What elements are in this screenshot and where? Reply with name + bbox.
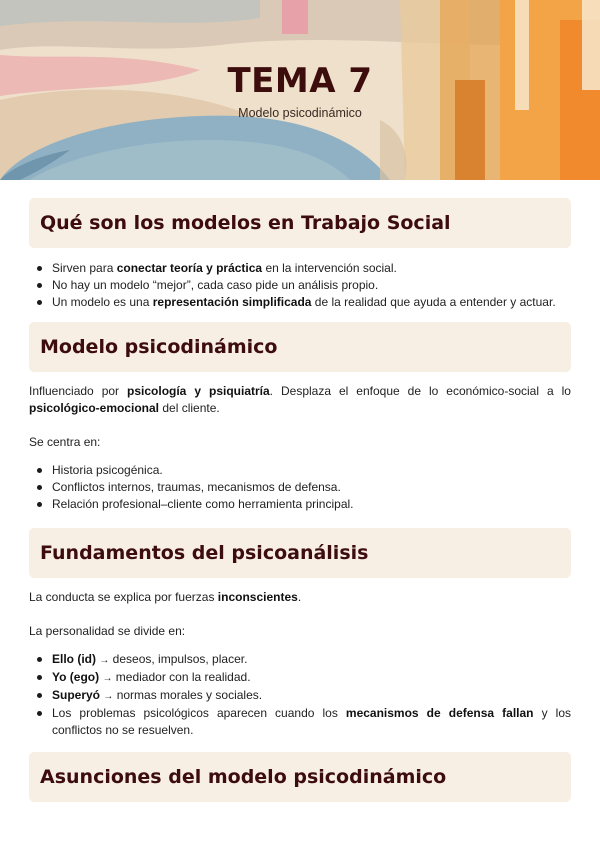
section-title: Modelo psicodinámico bbox=[40, 336, 278, 358]
paragraph-conduct: La conducta se explica por fuerzas inconscientes. bbox=[29, 590, 302, 604]
list-item: Los problemas psicológicos aparecen cuando los mecanismos de defensa fallan y los conflictos no se resuelven. bbox=[52, 706, 571, 737]
section-header-assumptions bbox=[29, 752, 571, 802]
section-title: Fundamentos del psicoanálisis bbox=[40, 542, 369, 564]
arrow-icon: → bbox=[102, 673, 113, 684]
document-body bbox=[29, 198, 571, 802]
list-item: Historia psicogénica. bbox=[52, 462, 571, 479]
document-title: TEMA 7 bbox=[227, 61, 373, 101]
section-header-psychodynamic bbox=[29, 322, 571, 372]
list-item: Un modelo es una representación simplificada de la realidad que ayuda a entender y actuar. bbox=[52, 294, 571, 311]
arrow-icon: → bbox=[99, 655, 110, 666]
list-item: Sirven para conectar teoría y práctica en la intervención social. bbox=[52, 260, 571, 277]
list-item: Ello (id) → deseos, impulsos, placer. bbox=[52, 651, 571, 669]
section-title: Asunciones del modelo psicodinámico bbox=[40, 766, 447, 788]
section-header-psychoanalysis bbox=[29, 528, 571, 578]
list-item: Relación profesional–cliente como herramienta principal. bbox=[52, 496, 571, 513]
section-header-models bbox=[29, 198, 571, 248]
header-banner bbox=[0, 0, 600, 180]
bullet-list-models bbox=[29, 260, 571, 311]
paragraph-personality: La personalidad se divide en: bbox=[29, 624, 186, 638]
list-item: Yo (ego) → mediador con la realidad. bbox=[52, 669, 571, 687]
bullet-list-focus bbox=[29, 462, 571, 513]
section-title: Qué son los modelos en Trabajo Social bbox=[40, 212, 451, 234]
list-item: Superyó → normas morales y sociales. bbox=[52, 687, 571, 705]
document-subtitle: Modelo psicodinámico bbox=[238, 106, 362, 120]
list-item: Conflictos internos, traumas, mecanismos de defensa. bbox=[52, 479, 571, 496]
list-item: No hay un modelo “mejor”, cada caso pide un análisis propio. bbox=[52, 277, 571, 294]
arrow-icon: → bbox=[103, 691, 114, 702]
paragraph-influence: Influenciado por psicología y psiquiatría. Desplaza el enfoque de lo económico-social a lo psicológico-emocional del cliente. bbox=[29, 384, 571, 415]
bullet-list-personality bbox=[29, 651, 571, 739]
paragraph-focus: Se centra en: bbox=[29, 435, 101, 449]
